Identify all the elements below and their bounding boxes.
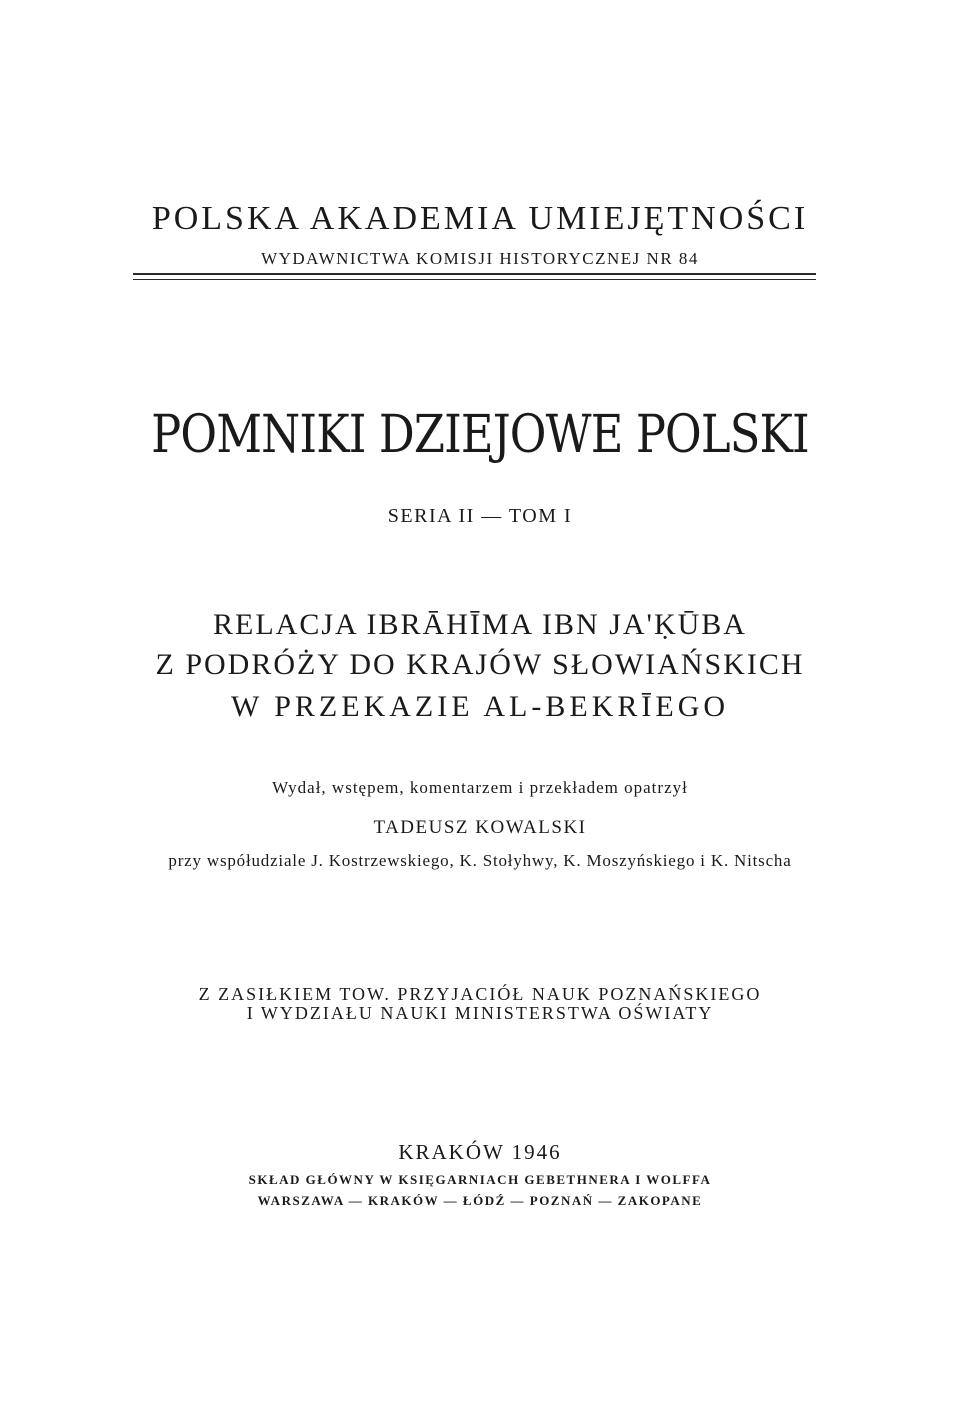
main-title: POMNIKI DZIEJOWE POLSKI	[151, 405, 809, 465]
header-rule-top	[133, 273, 816, 275]
support-line-1: Z ZASIŁKIEM TOW. PRZYJACIÓŁ NAUK POZNAŃSKIEGO	[198, 984, 762, 1004]
support-line-2: I WYDZIAŁU NAUKI MINISTERSTWA OŚWIATY	[246, 1003, 714, 1023]
editor-name: TADEUSZ KOWALSKI	[373, 817, 587, 838]
subtitle-line-2: Z PODRÓŻY DO KRAJÓW SŁOWIAŃSKICH	[155, 648, 805, 681]
subtitle-line-1: RELACJA IBRĀHĪMA IBN JA'ḲŪBA	[213, 608, 747, 641]
publication-series: WYDAWNICTWA KOMISJI HISTORYCZNEJ NR 84	[261, 249, 699, 268]
subtitle-line-3: W PRZEKAZIE AL-BEKRĪEGO	[230, 690, 730, 723]
imprint-publisher: SKŁAD GŁÓWNY W KSIĘGARNIACH GEBETHNERA I WOLFFA	[248, 1172, 712, 1187]
header-rule-bottom	[133, 279, 816, 280]
edited-by-statement: Wydał, wstępem, komentarzem i przekładem opatrzył	[272, 778, 688, 797]
imprint-cities: WARSZAWA — KRAKÓW — ŁÓDŹ — POZNAŃ — ZAKOPANE	[257, 1193, 703, 1208]
collaborators-statement: przy współudziale J. Kostrzewskiego, K. Stołyhwy, K. Moszyńskiego i K. Nitscha	[168, 851, 792, 870]
institution-name: POLSKA AKADEMIA UMIEJĘTNOŚCI	[151, 200, 809, 237]
volume-label: SERIA II — TOM I	[387, 505, 573, 527]
imprint-place-year: KRAKÓW 1946	[398, 1140, 562, 1164]
